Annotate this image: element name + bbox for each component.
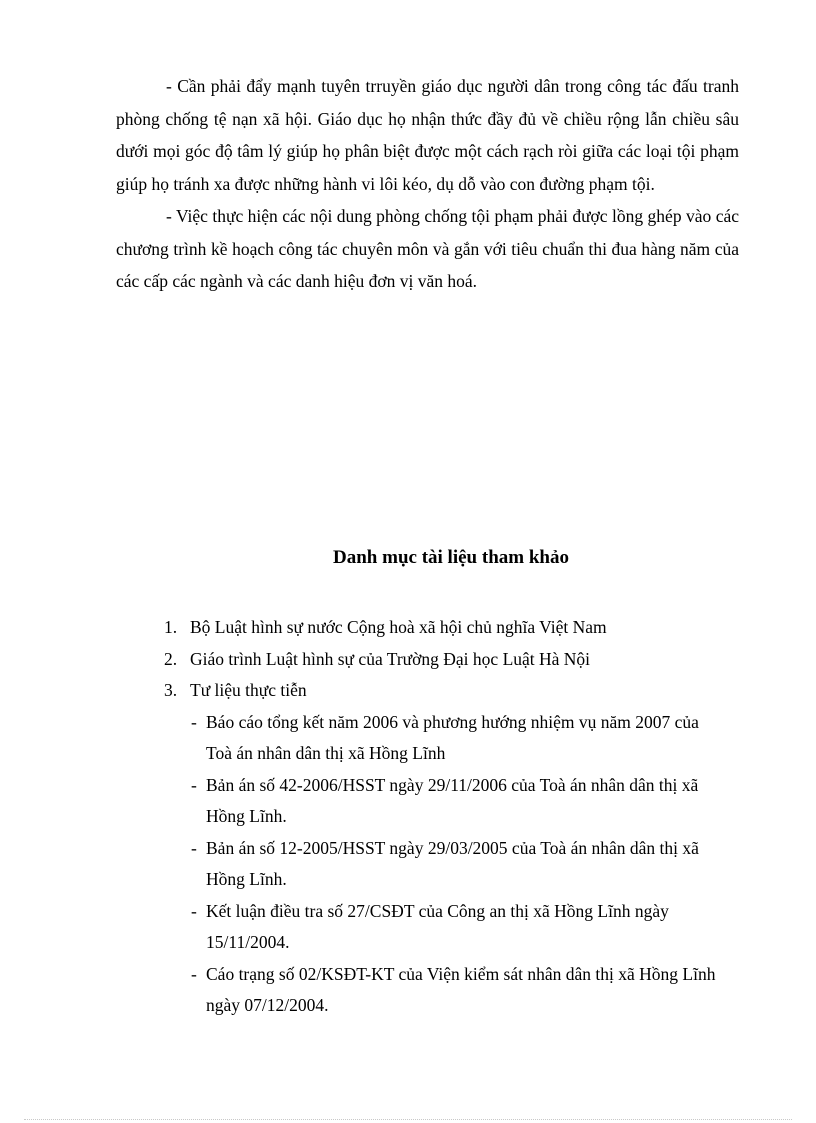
- reference-sub-text: Cáo trạng số 02/KSĐT-KT của Viện kiểm sát nhân dân thị xã Hồng Lĩnh ngày 07/12/2004.: [206, 963, 716, 1015]
- reference-number: 2.: [164, 648, 178, 669]
- reference-sub-item: [191, 833, 726, 896]
- paragraph: - Cần phải đẩy mạnh tuyên trruyền giáo dục người dân trong công tác đấu tranh phòng chống tệ nạn xã hội. Giáo dục họ nhận thức đầy đủ về chiều rộng lẫn chiều sâu dưới mọi góc độ tâm lý giúp họ phân biệt được một cách rạch ròi giữa các loại tội phạm giúp họ tránh xa được những hành vi lôi kéo, dụ dỗ vào con đường phạm tội.: [116, 76, 739, 194]
- dash-bullet: -: [191, 711, 197, 732]
- references-list: [164, 612, 744, 1022]
- reference-number: 1.: [164, 617, 178, 637]
- reference-text: Bộ Luật hình sự nước Cộng hoà xã hội chủ nghĩa Việt Nam: [190, 617, 607, 637]
- paragraph: - Việc thực hiện các nội dung phòng chống tội phạm phải được lồng ghép vào các chương trình kề hoạch công tác chuyên môn và gắn với tiêu chuẩn thi đua hàng năm của các cấp các ngành và các danh hiệu đơn vị văn hoá.: [116, 206, 739, 291]
- dash-bullet: -: [191, 900, 197, 921]
- reference-item: [164, 675, 744, 707]
- dash-bullet: -: [191, 774, 197, 795]
- references-heading: Danh mục tài liệu tham khảo: [333, 547, 569, 568]
- reference-sub-text: Bản án số 42-2006/HSST ngày 29/11/2006 của Toà án nhân dân thị xã Hồng Lĩnh.: [206, 774, 699, 826]
- page-bottom-divider: [24, 1119, 792, 1120]
- reference-sub-item: [191, 896, 726, 959]
- dash-bullet: -: [191, 837, 197, 858]
- reference-text: Giáo trình Luật hình sự của Trường Đại học Luật Hà Nội: [190, 648, 591, 669]
- reference-sub-item: [191, 707, 726, 770]
- reference-item: [164, 612, 744, 644]
- reference-sub-item: [191, 959, 726, 1022]
- reference-text: Tư liệu thực tiễn: [190, 680, 307, 700]
- reference-item: [164, 644, 744, 676]
- reference-sub-text: Báo cáo tổng kết năm 2006 và phương hướng nhiệm vụ năm 2007 của Toà án nhân dân thị xã Hồng Lĩnh: [206, 711, 699, 763]
- reference-sub-text: Kết luận điều tra số 27/CSĐT của Công an thị xã Hồng Lĩnh ngày 15/11/2004.: [206, 900, 669, 952]
- reference-sub-text: Bản án số 12-2005/HSST ngày 29/03/2005 của Toà án nhân dân thị xã Hồng Lĩnh.: [206, 837, 699, 889]
- reference-number: 3.: [164, 680, 178, 700]
- body-text: [116, 70, 739, 298]
- reference-sub-item: [191, 770, 726, 833]
- dash-bullet: -: [191, 963, 197, 984]
